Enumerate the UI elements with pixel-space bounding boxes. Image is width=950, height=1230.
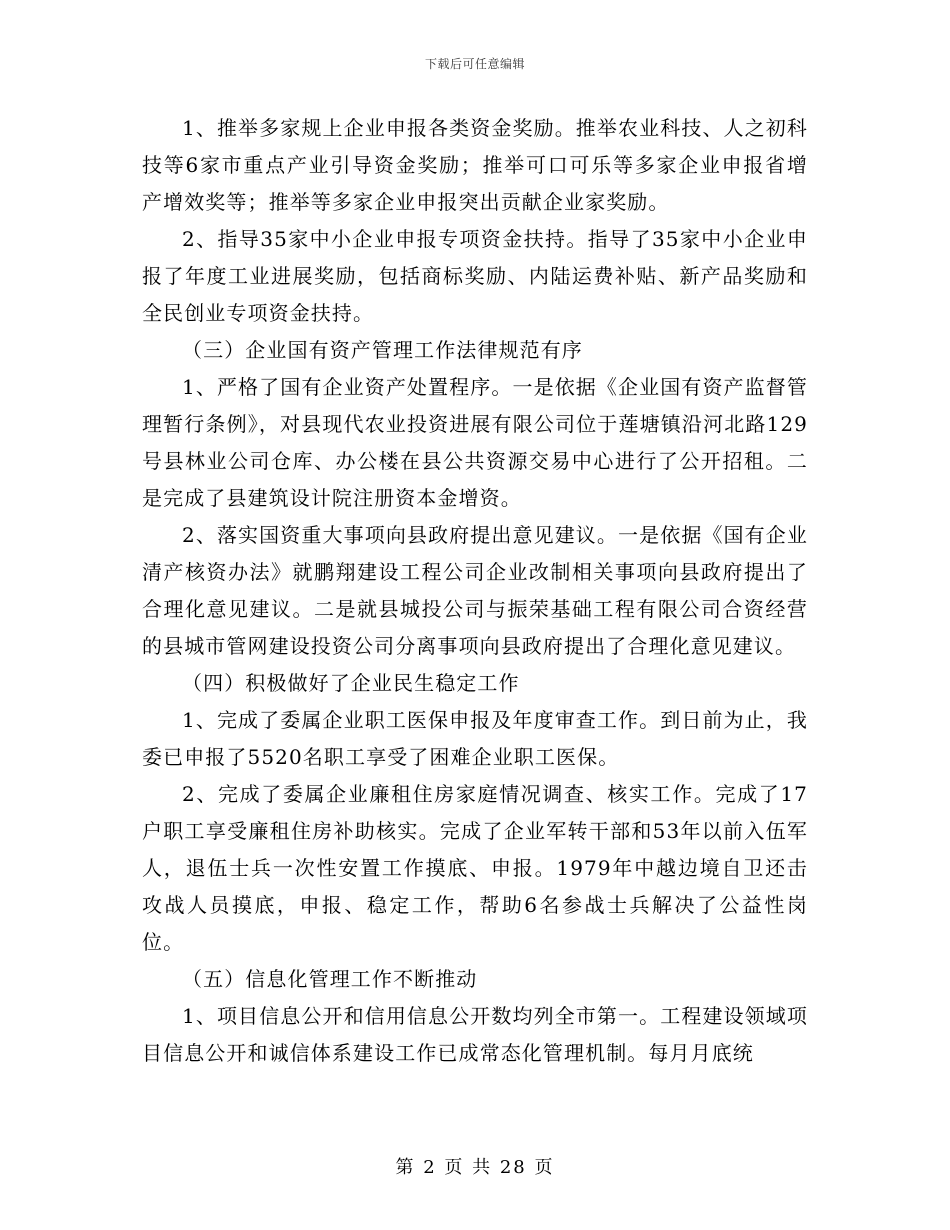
section-heading-5: （五）信息化管理工作不断推动 — [182, 967, 478, 991]
page-footer-page-number: 第 2 页 共 28 页 — [395, 1157, 555, 1178]
paragraph-housing-survey: 2、完成了委属企业廉租住房家庭情况调查、核实工作。完成了17户职工享受廉租住房补助核实。完成了企业军转干部和53年以前入伍军人，退伍士兵一次性安置工作摸底、申报。1979年中越边境自卫还击攻战人员摸底，申报、稳定工作，帮助6名参战士兵解决了公益性岗位。 — [142, 782, 808, 954]
paragraph-sme-funding: 2、指导35家中小企业申报专项资金扶持。指导了35家中小企业申报了年度工业进展奖励，包括商标奖励、内陆运费补贴、新产品奖励和全民创业专项资金扶持。 — [142, 227, 808, 325]
section-heading-4: （四）积极做好了企业民生稳定工作 — [182, 671, 520, 695]
paragraph-major-matters: 2、落实国资重大事项向县政府提出意见建议。一是依据《国有企业清产核资办法》就鹏翔建设工程公司企业改制相关事项向县政府提出了合理化意见建议。二是就县城投公司与振荣基础工程有限公司合资经营的县城市管网建设投资公司分离事项向县政府提出了合理化意见建议。 — [142, 523, 808, 658]
paragraph-medical-insurance: 1、完成了委属企业职工医保申报及年度审查工作。到日前为止，我委已申报了5520名职工享受了困难企业职工医保。 — [142, 708, 808, 769]
page-header: 下载后可任意编辑 — [424, 57, 525, 71]
paragraph-information-disclosure: 1、项目信息公开和信用信息公开数均列全市第一。工程建设领域项目信息公开和诚信体系建设工作已成常态化管理机制。每月月底统 — [142, 1004, 808, 1065]
paragraph-asset-disposal: 1、严格了国有企业资产处置程序。一是依据《企业国有资产监督管理暂行条例》，对县现代农业投资进展有限公司位于莲塘镇沿河北路129号县林业公司仓库、办公楼在县公共资源交易中心进行了公开招租。二是完成了县建筑设计院注册资本金增资。 — [142, 375, 808, 510]
section-heading-3: （三）企业国有资产管理工作法律规范有序 — [182, 338, 583, 362]
paragraph-award-recommendation: 1、推举多家规上企业申报各类资金奖励。推举农业科技、人之初科技等6家市重点产业引导资金奖励；推举可口可乐等多家企业申报省增产增效奖等；推举等多家企业申报突出贡献企业家奖励。 — [142, 116, 808, 214]
document-body — [142, 110, 808, 1072]
